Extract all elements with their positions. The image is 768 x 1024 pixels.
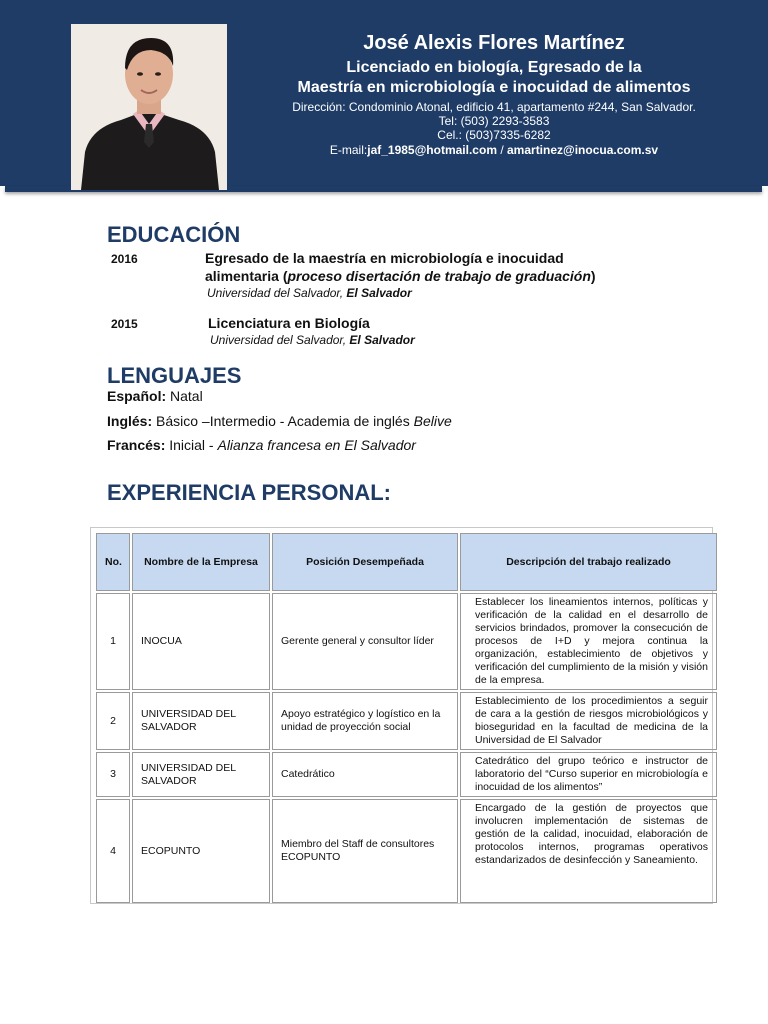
education-institution bbox=[210, 333, 415, 347]
experience-table bbox=[94, 531, 719, 905]
experience-table-frame bbox=[90, 527, 713, 904]
degree-text-end: ) bbox=[590, 268, 596, 284]
column-header-description: Descripción del trabajo realizado bbox=[460, 533, 717, 591]
education-year: 2015 bbox=[111, 317, 138, 331]
row-position: Apoyo estratégico y logístico en la unidad de proyección social bbox=[272, 692, 458, 750]
language-note: Belive bbox=[413, 413, 452, 429]
institution-name: Universidad del Salvador, bbox=[207, 286, 347, 300]
row-company: UNIVERSIDAD DEL SALVADOR bbox=[132, 752, 270, 797]
table-row bbox=[96, 799, 717, 903]
professional-title-line1: Licenciado en biología, Egresado de la bbox=[346, 59, 642, 76]
table-row bbox=[96, 593, 717, 690]
table-row bbox=[96, 692, 717, 750]
degree-text: alimentaria ( bbox=[205, 268, 288, 284]
education-degree-line1: Licenciatura en Biología bbox=[208, 315, 370, 331]
institution-country: El Salvador bbox=[349, 333, 415, 347]
cellphone: Cel.: (503)7335-6282 bbox=[437, 128, 551, 142]
row-description: Establecer los lineamientos internos, políticas y verificación de la calidad en el desarrollo de servicios brindados, promover la consecución de procesos de I+D y mejora continua la organización, establecimiento de objetivos y verificación del cumplimiento de la misión y visión de la empresa. bbox=[460, 593, 717, 690]
education-degree-line2 bbox=[205, 268, 596, 284]
row-company: UNIVERSIDAD DEL SALVADOR bbox=[132, 692, 270, 750]
language-name: Francés: bbox=[107, 437, 166, 453]
telephone: Tel: (503) 2293-3583 bbox=[438, 114, 550, 128]
email-separator: / bbox=[496, 143, 507, 157]
row-company: INOCUA bbox=[132, 593, 270, 690]
institution-country: El Salvador bbox=[346, 286, 412, 300]
row-number: 2 bbox=[96, 692, 130, 750]
row-position: Gerente general y consultor líder bbox=[272, 593, 458, 690]
row-description: Encargado de la gestión de proyectos que involucren implementación de sistemas de gestión de la calidad, inocuidad, elaboración de protocolos internos, programas operativos estandarizados de desinfección y Saneamiento. bbox=[460, 799, 717, 903]
row-description: Catedrático del grupo teórico e instructor de laboratorio del “Curso superior en microbiología e inocuidad de los alimentos” bbox=[460, 752, 717, 797]
row-number: 1 bbox=[96, 593, 130, 690]
institution-name: Universidad del Salvador, bbox=[210, 333, 350, 347]
row-position: Catedrático bbox=[272, 752, 458, 797]
languages-heading: LENGUAJES bbox=[107, 363, 242, 388]
email-label: E-mail: bbox=[329, 143, 368, 157]
email-primary-link[interactable]: jaf_1985@hotmail.com bbox=[367, 143, 497, 157]
degree-note: proceso disertación de trabajo de graduación bbox=[287, 268, 591, 284]
professional-title-line2: Maestría en microbiología e inocuidad de alimentos bbox=[297, 79, 691, 96]
education-year: 2016 bbox=[111, 252, 138, 266]
row-number: 3 bbox=[96, 752, 130, 797]
language-note: Alianza francesa en El Salvador bbox=[217, 437, 416, 453]
table-header-row bbox=[96, 533, 717, 591]
language-name: Español: bbox=[107, 388, 167, 404]
education-institution bbox=[207, 286, 412, 300]
education-degree-line1: Egresado de la maestría en microbiología e inocuidad bbox=[205, 250, 564, 266]
address: Dirección: Condominio Atonal, edificio 41, apartamento #244, San Salvador. bbox=[292, 100, 696, 114]
language-item bbox=[107, 388, 203, 404]
column-header-company: Nombre de la Empresa bbox=[132, 533, 270, 591]
language-level: Básico –Intermedio - Academia de inglés bbox=[152, 413, 414, 429]
person-name: José Alexis Flores Martínez bbox=[363, 32, 625, 54]
row-description: Establecimiento de los procedimientos a seguir de cara a la gestión de riesgos microbiológicos y bioseguridad en la facultad de medicina de la Universidad de El Salvador bbox=[460, 692, 717, 750]
language-level: Inicial - bbox=[165, 437, 218, 453]
email-secondary-link[interactable]: amartinez@inocua.com.sv bbox=[507, 143, 659, 157]
column-header-position: Posición Desempeñada bbox=[272, 533, 458, 591]
education-heading: EDUCACIÓN bbox=[107, 222, 241, 247]
experience-heading: EXPERIENCIA PERSONAL: bbox=[107, 480, 392, 505]
profile-photo bbox=[71, 24, 227, 190]
table-row bbox=[96, 752, 717, 797]
row-number: 4 bbox=[96, 799, 130, 903]
row-position: Miembro del Staff de consultores ECOPUNTO bbox=[272, 799, 458, 903]
row-company: ECOPUNTO bbox=[132, 799, 270, 903]
language-item bbox=[107, 413, 452, 429]
language-level: Natal bbox=[166, 388, 203, 404]
language-name: Inglés: bbox=[107, 413, 153, 429]
column-header-no: No. bbox=[96, 533, 130, 591]
language-item bbox=[107, 437, 416, 453]
email-line bbox=[228, 143, 760, 157]
